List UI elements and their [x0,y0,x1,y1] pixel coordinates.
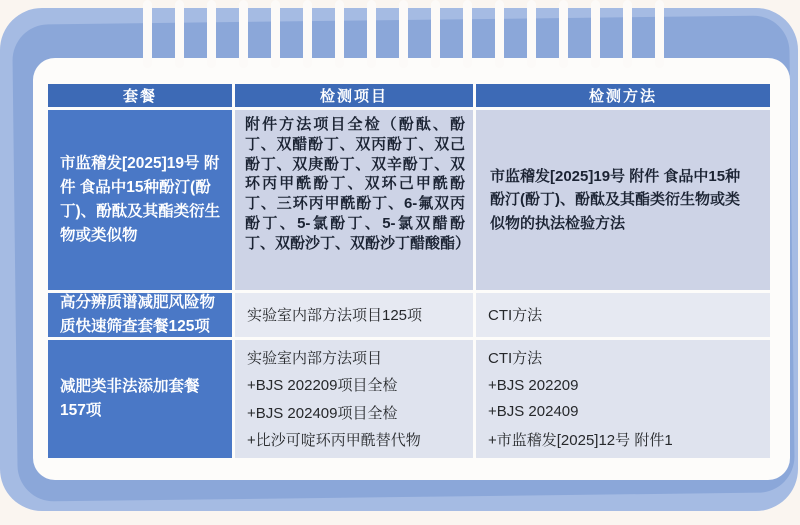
spiral-binding [143,0,664,68]
binding-ring [527,0,536,68]
binding-ring [399,0,408,68]
binding-ring [463,0,472,68]
row3-method-cell [476,340,770,458]
row1-package-cell: 市监稽发[2025]19号 附件 食品中15种酚汀(酚丁)、酚酞及其酯类衍生物或类似物 [48,110,232,290]
binding-ring [495,0,504,68]
binding-ring [591,0,600,68]
header-package: 套餐 [48,84,232,107]
row3-package-cell: 减肥类非法添加套餐157项 [48,340,232,458]
row3-item-line: 实验室内部方法项目 [247,350,383,367]
binding-ring [559,0,568,68]
row3-item-line: +BJS 202209项目全检 [247,377,398,395]
binding-ring [239,0,248,68]
row1-items-cell: 附件方法项目全检（酚酞、酚丁、双醋酚丁、双丙酚丁、双己酚丁、双庚酚丁、双辛酚丁、双环丙甲酰酚丁、双环己甲酰酚丁、三环丙甲酰酚丁、6-氟双丙酚丁、5-氯酚丁、5-氯双醋酚丁、双酚沙丁、双酚沙丁醋酸酯） [235,110,473,290]
row1-method-cell: 市监稽发[2025]19号 附件 食品中15种酚汀(酚丁)、酚酞及其酯类衍生物或类似物的执法检验方法 [476,110,770,290]
row2-package-cell: 高分辨质谱减肥风险物质快速筛查套餐125项 [48,293,232,337]
row3-method-line: +BJS 202409 [488,403,579,420]
binding-ring [335,0,344,68]
binding-ring [143,0,152,68]
binding-ring [623,0,632,68]
row3-method-line: +市监稽发[2025]12号 附件1 [488,432,673,449]
row3-method-line: +BJS 202209 [488,377,579,394]
binding-ring [431,0,440,68]
binding-ring [271,0,280,68]
binding-ring [207,0,216,68]
header-test-items: 检测项目 [235,84,473,107]
header-test-methods: 检测方法 [476,84,770,107]
binding-ring [303,0,312,68]
row2-items-cell: 实验室内部方法项目125项 [235,293,473,337]
row3-items-cell [235,340,473,458]
row3-method-line: CTI方法 [488,350,543,367]
binding-ring [175,0,184,68]
binding-ring [655,0,664,68]
row2-method-cell: CTI方法 [476,293,770,337]
row3-item-line: +BJS 202409项目全检 [247,404,398,422]
binding-ring [367,0,376,68]
row3-item-line: +比沙可啶环丙甲酰替代物 [247,431,421,449]
test-package-table [48,84,770,458]
